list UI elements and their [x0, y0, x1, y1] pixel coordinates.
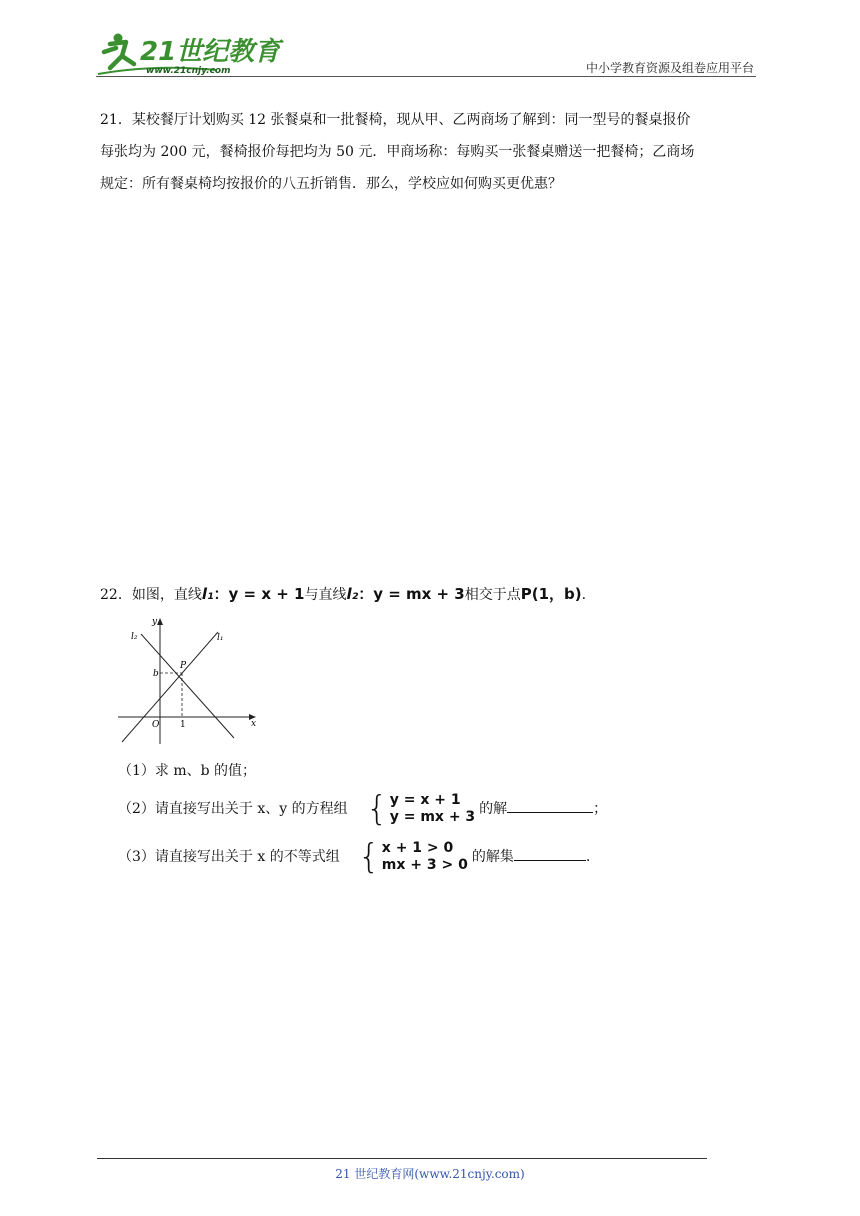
inequality-system [358, 837, 468, 877]
system-ineq-2: mx + 3 > 0 [381, 857, 468, 873]
l1-label: l₁ [217, 633, 224, 643]
q21-line: 每张均为 200 元，餐椅报价每把均为 50 元．甲商场称：每购买一张餐桌赠送一把餐椅；乙商场 [100, 144, 695, 160]
origin-label: O [152, 720, 160, 730]
question-22-stem [100, 582, 586, 607]
system-eq-2: y = mx + 3 [389, 809, 476, 825]
page-header [0, 0, 860, 80]
y-axis-label: y [152, 617, 158, 627]
system-ineq-1: x + 1 > 0 [381, 840, 454, 856]
b-label: b [153, 669, 159, 679]
figure-svg [114, 612, 264, 752]
line-l2-label: l₂ [346, 585, 359, 603]
q22-part1: （1）求 m、b 的值； [118, 763, 257, 779]
q22-mid2: 相交于点 [464, 587, 521, 603]
intersection-point: P(1，b) [520, 585, 582, 603]
question-21 [100, 104, 760, 200]
q22-part2-end: ； [593, 801, 608, 817]
logo [96, 30, 281, 78]
coordinate-figure [114, 612, 264, 752]
tick-1-label: 1 [180, 720, 186, 730]
q22-part2-suffix: 的解 [479, 801, 508, 817]
line-l1-label: l₁ [201, 585, 214, 603]
q22-part2 [118, 789, 608, 829]
q22-end: . [581, 587, 587, 603]
q21-line: 21．某校餐厅计划购买 12 张餐桌和一批餐椅，现从甲、乙两商场了解到：同一型号的餐桌报价 [100, 112, 691, 128]
q22-part3 [118, 837, 591, 877]
logo-text: 21世纪教育 [140, 37, 281, 67]
q22-part3-prefix: （3）请直接写出关于 x 的不等式组 [118, 849, 340, 865]
q22-mid: 与直线 [304, 587, 347, 603]
q22-part3-suffix: 的解集 [471, 849, 514, 865]
answer-blank-2[interactable] [507, 796, 593, 813]
point-p-label: P [180, 661, 187, 671]
platform-tagline: 中小学教育资源及组卷应用平台 [585, 61, 754, 75]
left-brace-icon: { [358, 837, 380, 877]
line-l1-equation: ：y = x + 1 [213, 585, 305, 603]
equation-system [366, 789, 476, 829]
left-brace-icon: { [366, 789, 388, 829]
footer-divider [97, 1158, 707, 1159]
q22-part3-end: . [585, 849, 591, 865]
q22-part2-prefix: （2）请直接写出关于 x、y 的方程组 [118, 801, 348, 817]
line-l1 [122, 632, 218, 742]
logo-graphic [96, 30, 281, 78]
system-eq-1: y = x + 1 [389, 792, 461, 808]
footer-link[interactable]: 21 世纪教育网(www.21cnjy.com) [335, 1167, 525, 1181]
q21-line: 规定：所有餐桌椅均按报价的八五折销售．那么，学校应如何购买更优惠？ [100, 176, 562, 192]
answer-blank-3[interactable] [514, 844, 586, 861]
logo-url: www.21cnjy.com [146, 66, 231, 76]
y-axis-arrow [157, 618, 163, 625]
line-l2-equation: ：y = mx + 3 [358, 585, 465, 603]
header-divider [96, 76, 756, 77]
x-axis-label: x [251, 719, 257, 729]
q22-prefix: 22．如图，直线 [100, 587, 202, 603]
l2-label: l₂ [131, 632, 138, 642]
